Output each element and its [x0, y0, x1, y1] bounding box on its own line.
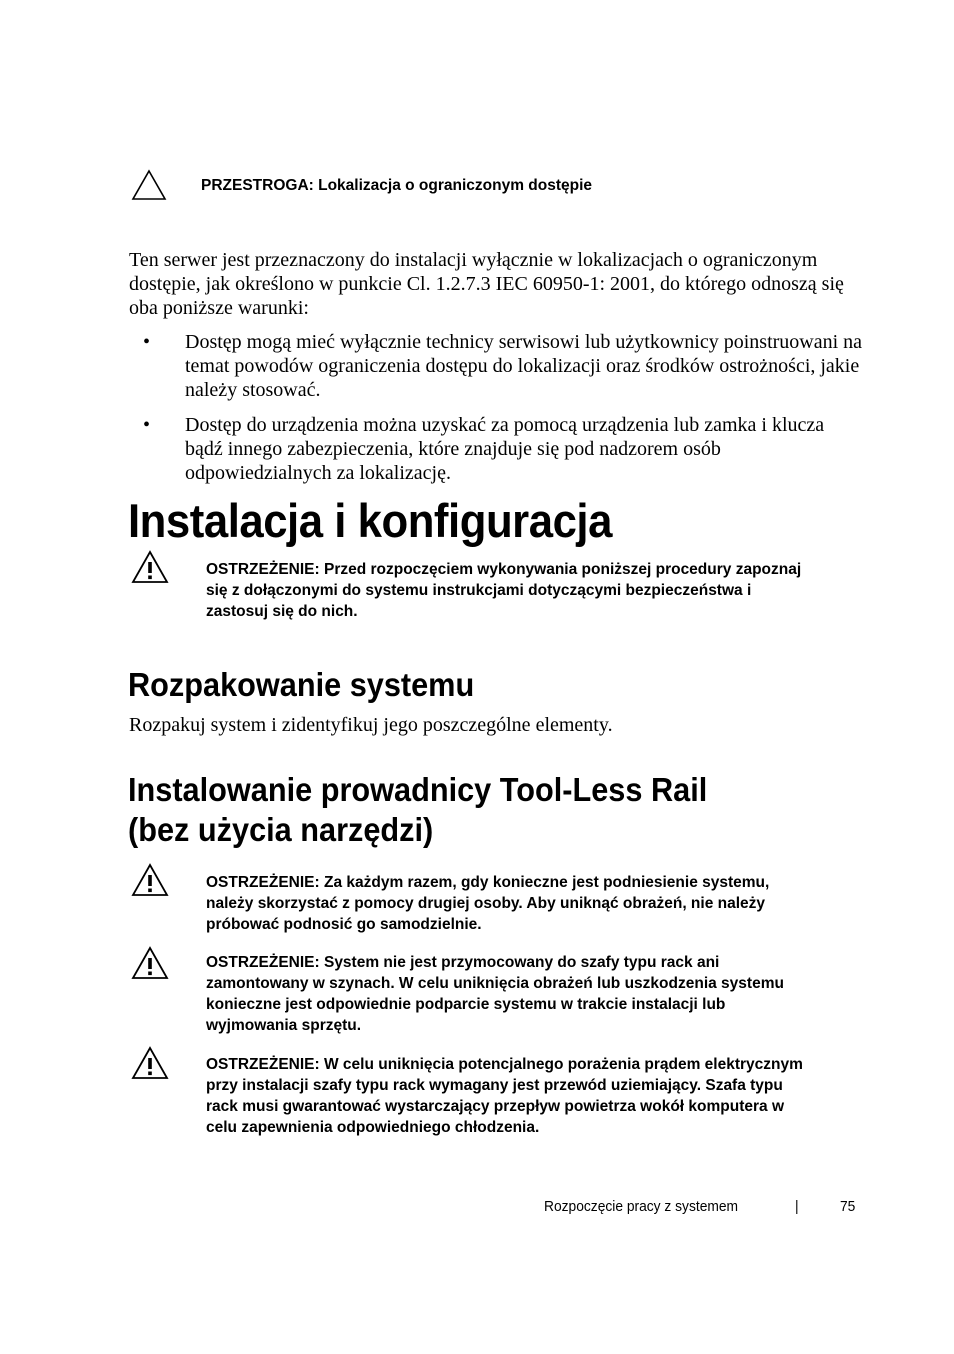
conditions-list — [129, 330, 864, 496]
caution-triangle-icon — [130, 168, 168, 202]
warning-notice — [130, 862, 810, 933]
warning-triangle-icon — [130, 549, 170, 585]
warning-text: OSTRZEŻENIE: Za każdym razem, gdy konieczne jest podniesienie systemu, należy skorzystać z pomocy drugiej osoby. Aby uniknąć obrażeń, nie należy próbować podnosić go samodzielnie. — [206, 874, 770, 933]
section-heading-rail-line1: Instalowanie prowadnicy Tool-Less Rail — [128, 771, 708, 808]
warning-triangle-icon — [130, 862, 170, 898]
bullet-point: • — [143, 331, 151, 353]
page-number: 75 — [840, 1198, 856, 1215]
warning-text: OSTRZEŻENIE: Przed rozpoczęciem wykonywania poniższej procedury zapoznaj się z dołączonymi do systemu instrukcjami dotyczącymi bezpieczeństwa i zastosuj się do nich. — [206, 561, 802, 620]
warning-notice — [130, 1045, 810, 1157]
list-item — [129, 330, 864, 402]
warning-text: OSTRZEŻENIE: W celu uniknięcia potencjalnego porażenia prądem elektrycznym przy instalacji szafy typu rack wymagany jest przewód uziemiający. Szafa typu rack musi gwarantować wystarczający przepływ powietrza wokół komputera w celu zapewnienia odpowiedniego chłodzenia. — [206, 1056, 803, 1136]
list-item — [129, 413, 864, 485]
list-item-text: Dostęp mogą mieć wyłącznie technicy serwisowi lub użytkownicy poinstruowani na temat powodów ograniczenia dostępu do lokalizacji oraz środków ostrożności, jakie należy stosować. — [185, 331, 863, 401]
main-heading: Instalacja i konfiguracja — [128, 494, 612, 547]
section-heading-unpack: Rozpakowanie systemu — [128, 666, 475, 703]
warning-text: OSTRZEŻENIE: System nie jest przymocowany do szafy typu rack ani zamontowany w szynach. W celu uniknięcia obrażeń lub uszkodzenia systemu konieczne jest odpowiednie podparcie systemu w trakcie instalacji lub wyjmowania sprzętu. — [206, 954, 784, 1034]
caution-notice — [130, 168, 850, 202]
section-heading-rail — [128, 770, 707, 850]
bullet-point: • — [143, 414, 151, 436]
warning-triangle-icon — [130, 1045, 170, 1081]
caution-text: PRZESTROGA: Lokalizacja o ograniczonym dostępie — [201, 177, 593, 194]
footer-section-title: Rozpoczęcie pracy z systemem — [544, 1198, 739, 1215]
warning-notice — [130, 549, 810, 620]
warning-triangle-icon — [130, 945, 170, 981]
footer-separator: | — [795, 1198, 799, 1215]
unpack-paragraph: Rozpakuj system i zidentyfikuj jego poszczególne elementy. — [129, 714, 613, 736]
intro-paragraph: Ten serwer jest przeznaczony do instalacji wyłącznie w lokalizacjach o ograniczonym dostępie, jak określono w punkcie Cl. 1.2.7.3 IEC 60950-1: 2001, do którego odnoszą się oba poniższe warunki: — [129, 249, 844, 319]
warning-notice — [130, 945, 810, 1033]
section-heading-rail-line2: (bez użycia narzędzi) — [128, 811, 434, 848]
list-item-text: Dostęp do urządzenia można uzyskać za pomocą urządzenia lub zamka i klucza bądź innego zabezpieczenia, które znajduje się pod nadzorem osób odpowiedzialnych za lokalizację. — [185, 414, 825, 484]
